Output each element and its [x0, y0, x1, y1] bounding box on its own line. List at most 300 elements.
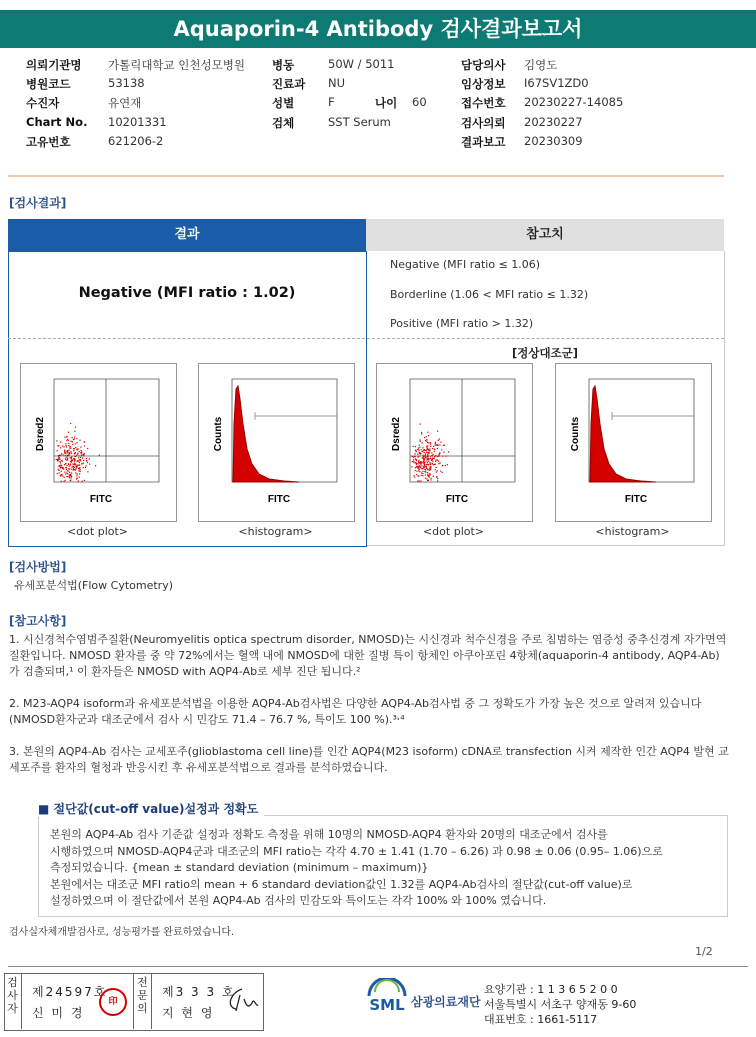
event-dot — [436, 476, 437, 477]
event-dot — [434, 451, 435, 452]
event-dot — [73, 439, 74, 440]
event-dot — [422, 471, 423, 472]
event-dot — [427, 459, 428, 460]
event-dot — [424, 464, 425, 465]
org-code: 요양기관 : 1 1 3 6 5 2 0 0 — [484, 983, 618, 996]
report-title: Aquaporin-4 Antibody 검사결과보고서 — [0, 10, 756, 48]
event-dot — [76, 455, 77, 456]
event-dot — [68, 455, 69, 456]
event-dot — [433, 446, 434, 447]
event-dot — [87, 462, 88, 463]
event-dot — [429, 477, 430, 478]
event-dot — [426, 450, 427, 451]
event-dot — [58, 458, 59, 459]
col-label: 전문의 — [137, 976, 148, 1015]
event-dot — [435, 469, 436, 470]
event-dot — [68, 432, 69, 433]
result-value: Negative (MFI ratio : 1.02) — [78, 285, 296, 301]
event-dot — [429, 449, 430, 450]
event-dot — [77, 474, 78, 475]
plot-ylabel: Counts — [570, 416, 581, 452]
event-dot — [432, 448, 433, 449]
event-dot — [73, 469, 74, 470]
event-dot — [439, 444, 440, 445]
plot-ylabel: Dsred2 — [391, 417, 402, 451]
event-dot — [75, 464, 76, 465]
event-dot — [86, 465, 87, 466]
event-dot — [418, 448, 419, 449]
event-dot — [447, 464, 448, 465]
event-dot — [427, 432, 428, 433]
event-dot — [417, 466, 418, 467]
event-dot — [437, 478, 438, 479]
event-dot — [70, 465, 71, 466]
event-dot — [430, 462, 431, 463]
event-dot — [75, 447, 76, 448]
event-dot — [420, 453, 421, 454]
event-dot — [429, 474, 430, 475]
event-dot — [64, 481, 65, 482]
info-value: 가톨릭대학교 인천성모병원 — [108, 58, 245, 72]
event-dot — [427, 462, 428, 463]
event-dot — [78, 480, 79, 481]
event-dot — [84, 453, 85, 454]
event-dot — [424, 471, 425, 472]
ref-negative: Negative (MFI ratio ≤ 1.06) — [390, 258, 541, 271]
event-dot — [77, 465, 78, 466]
event-dot — [65, 458, 66, 459]
event-dot — [71, 467, 72, 468]
event-dot — [437, 444, 438, 445]
dot-plot — [376, 363, 533, 522]
event-dot — [64, 451, 65, 452]
event-dot — [62, 446, 63, 447]
event-dot — [67, 451, 68, 452]
event-dot — [60, 462, 61, 463]
event-dot — [420, 439, 421, 440]
event-dot — [60, 455, 61, 456]
event-dot — [67, 470, 68, 471]
event-dot — [81, 451, 82, 452]
info-value: 10201331 — [108, 115, 167, 129]
info-label: 병동 — [272, 58, 295, 72]
event-dot — [67, 439, 68, 440]
event-dot — [62, 467, 63, 468]
info-value: 20230227-14085 — [524, 95, 624, 109]
event-dot — [78, 448, 79, 449]
event-dot — [442, 465, 443, 466]
divider — [8, 175, 724, 177]
event-dot — [85, 467, 86, 468]
event-dot — [79, 440, 80, 441]
event-dot — [430, 458, 431, 459]
event-dot — [87, 448, 88, 449]
event-dot — [425, 474, 426, 475]
event-dot — [413, 461, 414, 462]
event-dot — [429, 450, 430, 451]
event-dot — [74, 469, 75, 470]
event-dot — [428, 461, 429, 462]
event-dot — [421, 433, 422, 434]
footer-divider — [8, 966, 748, 967]
info-label: 검체 — [272, 116, 295, 130]
event-dot — [427, 445, 428, 446]
info-label: 병원코드 — [26, 77, 71, 91]
event-dot — [66, 457, 67, 458]
info-label: 수진자 — [26, 96, 60, 110]
event-dot — [440, 471, 441, 472]
event-dot — [74, 461, 75, 462]
histogram — [198, 363, 355, 522]
plot-caption: <dot plot> — [66, 525, 129, 538]
event-dot — [73, 448, 74, 449]
event-dot — [430, 444, 431, 445]
event-dot — [84, 480, 85, 481]
event-dot — [433, 476, 434, 477]
event-dot — [74, 436, 75, 437]
event-dot — [415, 459, 416, 460]
event-dot — [57, 450, 58, 451]
event-dot — [59, 472, 60, 473]
event-dot — [428, 435, 429, 436]
event-dot — [69, 475, 70, 476]
event-dot — [71, 453, 72, 454]
info-value: F — [328, 95, 335, 109]
col-label: 검사자 — [7, 976, 18, 1015]
event-dot — [74, 458, 75, 459]
event-dot — [66, 460, 67, 461]
event-dot — [82, 463, 83, 464]
event-dot — [423, 456, 424, 457]
event-dot — [419, 471, 420, 472]
event-dot — [70, 463, 71, 464]
event-dot — [69, 453, 70, 454]
event-dot — [426, 441, 427, 442]
event-dot — [431, 452, 432, 453]
event-dot — [425, 457, 426, 458]
signature-label-inspector — [4, 973, 22, 1029]
event-dot — [414, 477, 415, 478]
info-label: 진료과 — [272, 77, 306, 91]
event-dot — [413, 462, 414, 463]
cutoff-line: 측정되었습니다. {mean ± standard deviation (minimum – maximum)} — [50, 861, 429, 874]
cutoff-line: 설정하였으며 이 절단값에서 본원 AQP4-Ab 검사의 민감도와 특이도는 각각 100% 와 100% 였습니다. — [50, 894, 547, 907]
event-dot — [81, 450, 82, 451]
event-dot — [413, 457, 414, 458]
event-dot — [61, 465, 62, 466]
event-dot — [60, 466, 61, 467]
event-dot — [419, 445, 420, 446]
event-dot — [424, 437, 425, 438]
org-address: 서울특별시 서초구 양재동 9-60 — [484, 998, 637, 1011]
event-dot — [59, 459, 60, 460]
event-dot — [437, 431, 438, 432]
info-label: 담당의사 — [461, 58, 506, 72]
dot-plot — [20, 363, 177, 522]
age-value: 60 — [412, 95, 427, 109]
event-dot — [69, 466, 70, 467]
event-dot — [419, 450, 420, 451]
cutoff-title: ■ 절단값(cut-off value)설정과 정확도 — [38, 800, 264, 817]
age-label: 나이 — [375, 96, 398, 110]
event-dot — [80, 460, 81, 461]
histogram — [555, 363, 712, 522]
event-dot — [86, 458, 87, 459]
event-dot — [77, 442, 78, 443]
event-dot — [64, 450, 65, 451]
event-dot — [413, 475, 414, 476]
event-dot — [423, 455, 424, 456]
event-dot — [73, 450, 74, 451]
info-value: 유연재 — [108, 96, 142, 110]
event-dot — [414, 456, 415, 457]
event-dot — [69, 472, 70, 473]
result-column-header: 결과 — [8, 219, 366, 251]
info-value: NU — [328, 76, 346, 90]
sml-logo — [365, 978, 409, 1018]
ref-borderline: Borderline (1.06 < MFI ratio ≤ 1.32) — [390, 288, 589, 301]
event-dot — [426, 461, 427, 462]
event-dot — [434, 449, 435, 450]
event-dot — [426, 468, 427, 469]
event-dot — [65, 480, 66, 481]
event-dot — [75, 472, 76, 473]
event-dot — [70, 474, 71, 475]
note-1: 1. 시신경척수염범주질환(Neuromyelitis optica spectrum disorder, NMOSD)는 시신경과 척수신경을 주로 침범하는 염증성 중추신경계 자가면역 질환입니다. NMOSD 환자를 중 약 72%에서는 혈액 내에 NMOSD에 대한 질병 특이 항체인 아쿠아포린 4항체(aquaporin-4 antibody, AQP4-Ab)가 검출되며,¹ 이 환자들은 NMOSD with AQP4-Ab로 세부 진단 됩니다.² — [9, 633, 727, 678]
cutoff-line: 시행하였으며 NMOSD-AQP4군과 대조군의 MFI ratio는 각각 4.70 ± 1.41 (1.70 – 6.26) 과 0.98 ± 0.06 (0.95– 1.06)으로 — [50, 844, 663, 858]
event-dot — [83, 460, 84, 461]
event-dot — [76, 466, 77, 467]
event-dot — [441, 449, 442, 450]
event-dot — [431, 459, 432, 460]
event-dot — [424, 452, 425, 453]
info-label: 성별 — [272, 96, 295, 110]
event-dot — [418, 457, 419, 458]
event-dot — [59, 461, 60, 462]
event-dot — [430, 479, 431, 480]
event-dot — [432, 455, 433, 456]
event-dot — [418, 460, 419, 461]
event-dot — [435, 467, 436, 468]
event-dot — [84, 445, 85, 446]
inspector-name: 신 미 경 — [32, 1006, 85, 1020]
info-label: 고유번호 — [26, 135, 71, 149]
event-dot — [422, 475, 423, 476]
info-value: 김영도 — [524, 58, 558, 72]
event-dot — [426, 478, 427, 479]
doctor-name: 지 현 영 — [162, 1006, 215, 1020]
event-dot — [432, 461, 433, 462]
event-dot — [427, 472, 428, 473]
event-dot — [420, 466, 421, 467]
event-dot — [83, 467, 84, 468]
event-dot — [89, 458, 90, 459]
event-dot — [426, 452, 427, 453]
event-dot — [75, 456, 76, 457]
plot-canvas — [377, 364, 532, 521]
event-dot — [77, 460, 78, 461]
plot-canvas — [21, 364, 176, 521]
event-dot — [71, 460, 72, 461]
event-dot — [76, 449, 77, 450]
event-dot — [437, 448, 438, 449]
dashed-divider — [8, 338, 724, 339]
event-dot — [421, 472, 422, 473]
event-dot — [71, 472, 72, 473]
event-dot — [437, 470, 438, 471]
event-dot — [72, 463, 73, 464]
event-dot — [418, 470, 419, 471]
event-dot — [412, 461, 413, 462]
event-dot — [70, 423, 71, 424]
event-dot — [65, 459, 66, 460]
event-dot — [418, 476, 419, 477]
event-dot — [70, 446, 71, 447]
cutoff-line: 본원에서는 대조군 MFI ratio의 mean + 6 standard deviation값인 1.32를 AQP4-Ab검사의 절단값(cut-off value)로 — [50, 877, 633, 891]
event-dot — [72, 437, 73, 438]
event-dot — [415, 470, 416, 471]
event-dot — [428, 480, 429, 481]
event-dot — [64, 472, 65, 473]
event-dot — [424, 461, 425, 462]
event-dot — [74, 463, 75, 464]
method-section-label: [검사방법] — [9, 560, 67, 574]
event-dot — [79, 459, 80, 460]
event-dot — [65, 474, 66, 475]
event-dot — [419, 465, 420, 466]
event-dot — [65, 467, 66, 468]
event-dot — [424, 449, 425, 450]
event-dot — [71, 461, 72, 462]
info-label: Chart No. — [26, 115, 88, 129]
info-label: 결과보고 — [461, 135, 506, 149]
event-dot — [428, 442, 429, 443]
event-dot — [72, 441, 73, 442]
event-dot — [61, 453, 62, 454]
event-dot — [80, 447, 81, 448]
event-dot — [82, 481, 83, 482]
event-dot — [61, 481, 62, 482]
event-dot — [426, 447, 427, 448]
cutoff-line: 본원의 AQP4-Ab 검사 기준값 설정과 정확도 측정을 위해 10명의 NMOSD-AQP4 환자와 20명의 대조군에서 검사를 — [50, 828, 608, 841]
event-dot — [68, 464, 69, 465]
event-dot — [445, 465, 446, 466]
event-dot — [68, 468, 69, 469]
event-dot — [70, 457, 71, 458]
event-dot — [429, 459, 430, 460]
event-dot — [65, 463, 66, 464]
event-dot — [445, 456, 446, 457]
event-dot — [57, 445, 58, 446]
info-value: 53138 — [108, 76, 145, 90]
event-dot — [60, 475, 61, 476]
plot-ylabel: Counts — [213, 416, 224, 452]
event-dot — [67, 465, 68, 466]
event-dot — [58, 469, 59, 470]
info-value: 50W / 5011 — [328, 57, 395, 71]
event-dot — [73, 466, 74, 467]
event-dot — [78, 468, 79, 469]
event-dot — [68, 443, 69, 444]
event-dot — [430, 478, 431, 479]
ref-positive: Positive (MFI ratio > 1.32) — [390, 317, 534, 330]
event-dot — [82, 454, 83, 455]
event-dot — [420, 480, 421, 481]
event-dot — [73, 468, 74, 469]
event-dot — [65, 455, 66, 456]
event-dot — [95, 465, 96, 466]
event-dot — [66, 440, 67, 441]
event-dot — [60, 442, 61, 443]
event-dot — [427, 475, 428, 476]
inspector-license: 제24597호 — [32, 985, 108, 999]
signature-label-doctor — [133, 973, 152, 1029]
event-dot — [438, 463, 439, 464]
event-dot — [80, 469, 81, 470]
event-dot — [81, 463, 82, 464]
event-dot — [420, 424, 421, 425]
event-dot — [428, 464, 429, 465]
event-dot — [76, 438, 77, 439]
event-dot — [68, 450, 69, 451]
handwritten-signature — [222, 985, 260, 1015]
info-value: 20230309 — [524, 134, 583, 148]
note-2: 2. M23-AQP4 isoform과 유세포분석법을 이용한 AQP4-Ab검사법은 다양한 AQP4-Ab검사법 중 그 정확도가 가장 높은 것으로 알려져 있습니다(NMOSD환자군과 대조군에서 검사 시 민감도 71.4 – 76.7 %, 특이도 100 %).³˒⁴ — [9, 697, 702, 726]
event-dot — [63, 468, 64, 469]
normal-control-label: [정상대조군] — [511, 346, 579, 360]
event-dot — [423, 461, 424, 462]
event-dot — [421, 461, 422, 462]
event-dot — [411, 466, 412, 467]
event-dot — [71, 469, 72, 470]
event-dot — [415, 467, 416, 468]
event-dot — [420, 464, 421, 465]
event-dot — [423, 457, 424, 458]
event-dot — [448, 451, 449, 452]
event-dot — [71, 476, 72, 477]
event-dot — [415, 450, 416, 451]
event-dot — [80, 459, 81, 460]
plot-xlabel: FITC — [445, 494, 469, 505]
event-dot — [66, 469, 67, 470]
event-dot — [422, 442, 423, 443]
event-dot — [421, 465, 422, 466]
event-dot — [425, 450, 426, 451]
event-dot — [424, 456, 425, 457]
event-dot — [419, 452, 420, 453]
event-dot — [78, 464, 79, 465]
org-name: 삼광의료재단 — [411, 995, 481, 1009]
event-dot — [430, 464, 431, 465]
event-dot — [429, 473, 430, 474]
event-dot — [424, 469, 425, 470]
event-dot — [422, 451, 423, 452]
plot-xlabel: FITC — [624, 494, 648, 505]
event-dot — [57, 473, 58, 474]
info-label: 임상정보 — [461, 77, 506, 91]
event-dot — [439, 438, 440, 439]
event-dot — [421, 449, 422, 450]
event-dot — [437, 480, 438, 481]
plot-canvas — [199, 364, 354, 521]
event-dot — [70, 480, 71, 481]
event-dot — [428, 449, 429, 450]
event-dot — [78, 457, 79, 458]
event-dot — [433, 454, 434, 455]
event-dot — [415, 446, 416, 447]
event-dot — [427, 464, 428, 465]
event-dot — [64, 477, 65, 478]
